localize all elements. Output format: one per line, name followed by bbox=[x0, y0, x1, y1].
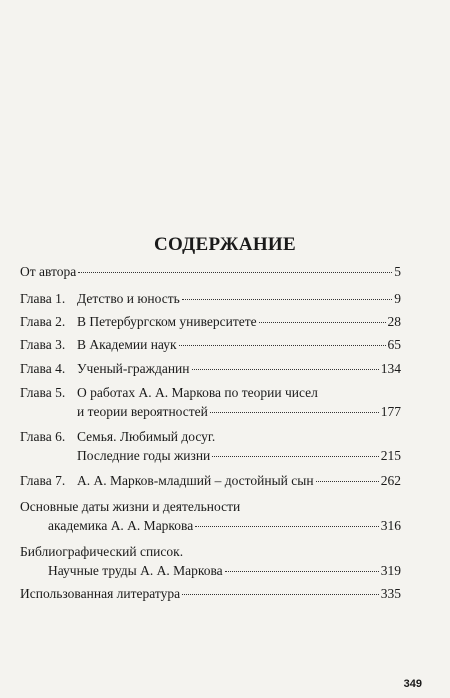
toc-page-number: 177 bbox=[380, 404, 401, 419]
dot-leader bbox=[182, 299, 392, 300]
toc-entry bbox=[20, 499, 401, 534]
toc-entry-title-continuation: Научные труды А. А. Маркова bbox=[48, 563, 223, 578]
chapter-label: Глава 1. bbox=[20, 291, 66, 306]
toc-entry bbox=[20, 264, 401, 280]
toc-page-number: 335 bbox=[380, 586, 401, 601]
toc-entry bbox=[20, 473, 401, 489]
toc-page-number: 5 bbox=[394, 264, 401, 279]
dot-leader bbox=[78, 272, 392, 273]
page-title: СОДЕРЖАНИЕ bbox=[154, 234, 296, 255]
toc-entry bbox=[20, 337, 401, 353]
dot-leader bbox=[225, 571, 379, 572]
toc-page-number: 316 bbox=[380, 518, 401, 533]
chapter-label: Глава 4. bbox=[20, 361, 66, 376]
toc-page-number: 65 bbox=[387, 337, 401, 352]
toc-entry bbox=[20, 361, 401, 377]
dot-leader bbox=[182, 594, 379, 595]
toc-page-number: 9 bbox=[394, 291, 401, 306]
chapter-label: Глава 5. bbox=[20, 385, 66, 400]
toc-entry bbox=[20, 314, 401, 330]
toc-entry-title: Детство и юность bbox=[77, 291, 180, 306]
dot-leader bbox=[179, 345, 386, 346]
toc-page-number: 28 bbox=[387, 314, 401, 329]
toc-entry bbox=[20, 385, 401, 420]
toc-entry bbox=[20, 291, 401, 307]
toc-page-number: 262 bbox=[380, 473, 401, 488]
dot-leader bbox=[210, 412, 379, 413]
chapter-label: Глава 3. bbox=[20, 337, 66, 352]
dot-leader bbox=[192, 369, 379, 370]
toc-entry-title: В Петербургском университете bbox=[77, 314, 257, 329]
toc-entry-title: Основные даты жизни и деятельности bbox=[20, 499, 241, 514]
toc-entry-title: Библиографический список. bbox=[20, 544, 184, 559]
toc-entry-title: От автора bbox=[20, 264, 77, 279]
dot-leader bbox=[316, 481, 379, 482]
toc-page-number: 319 bbox=[380, 563, 401, 578]
dot-leader bbox=[195, 526, 379, 527]
chapter-label: Глава 7. bbox=[20, 473, 66, 488]
toc-entry-title-continuation: Последние годы жизни bbox=[77, 448, 211, 463]
chapter-label: Глава 6. bbox=[20, 429, 66, 444]
toc-page-number: 134 bbox=[380, 361, 401, 376]
page-number: 349 bbox=[403, 678, 422, 690]
toc-entry bbox=[20, 544, 401, 579]
toc-entry-title: О работах А. А. Маркова по теории чисел bbox=[77, 385, 318, 400]
chapter-label: Глава 2. bbox=[20, 314, 66, 329]
toc-entry-title: А. А. Марков-младший – достойный сын bbox=[77, 473, 314, 488]
toc-entry-title-continuation: и теории вероятностей bbox=[77, 404, 208, 419]
toc-page-number: 215 bbox=[380, 448, 401, 463]
toc-entry-title: В Академии наук bbox=[77, 337, 177, 352]
toc-entry-title: Семья. Любимый досуг. bbox=[77, 429, 216, 444]
toc-entry bbox=[20, 429, 401, 464]
dot-leader bbox=[259, 322, 386, 323]
dot-leader bbox=[212, 456, 378, 457]
toc-entry-title: Использованная литература bbox=[20, 586, 181, 601]
toc-entry-title: Ученый-гражданин bbox=[77, 361, 190, 376]
toc-entry-title-continuation: академика А. А. Маркова bbox=[48, 518, 194, 533]
toc-entry bbox=[20, 586, 401, 602]
